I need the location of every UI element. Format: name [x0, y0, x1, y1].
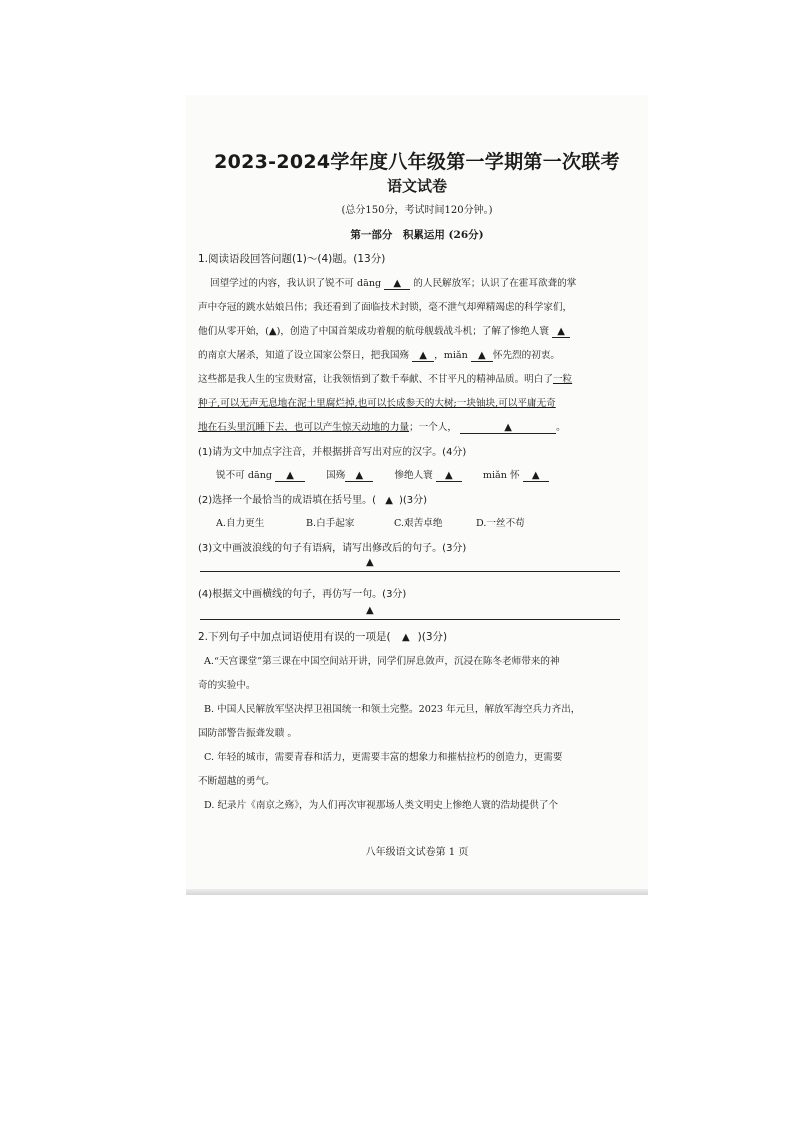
answer-mark: ▲ — [366, 605, 374, 616]
score-note: (总分150分，考试时间120分钟。) — [341, 205, 493, 216]
answer-blank[interactable]: ▲ — [275, 471, 305, 482]
q1-sub2-stem: (2)选择一个最恰当的成语填在括号里。( ▲ )(3分) — [198, 495, 428, 506]
answer-blank[interactable]: ▲ — [345, 471, 373, 482]
option-a[interactable]: A.自力更生 — [216, 518, 265, 529]
option-b[interactable]: B.白手起家 — [306, 518, 355, 529]
q1-sub1-items: 锐不可 dāng ▲ 国殇 ▲ 惨绝人寰 ▲ miǎn 怀 ▲ — [216, 467, 549, 482]
passage-line-3: 他们从零开始，(▲)，创造了中国首架成功着舰的航母舰载战斗机；了解了惨绝人寰 ▲ — [198, 323, 570, 338]
passage-line-7: 地在石头里沉睡下去，也可以产生惊天动地的力量；一个人， ▲ 。 — [198, 422, 566, 433]
passage-line-5: 这些都是我人生的宝贵财富，让我领悟到了数千奉献、不甘平凡的精神品质。明白了一粒 — [198, 374, 573, 385]
exam-title: 2023-2024学年度八年级第一学期第一次联考 — [214, 151, 620, 173]
answer-line-3[interactable] — [200, 571, 620, 572]
option-d[interactable]: D.一丝不苟 — [476, 518, 525, 529]
exam-subtitle: 语文试卷 — [386, 177, 447, 195]
answer-mark: ▲ — [366, 557, 374, 568]
q2-option-a-line2: 奇的实验中。 — [198, 680, 256, 691]
answer-blank[interactable]: ▲ — [523, 471, 549, 482]
answer-line-4[interactable] — [200, 619, 620, 620]
part-heading: 第一部分 积累运用 (26分) — [350, 229, 484, 241]
option-c[interactable]: C.艰苦卓绝 — [394, 518, 443, 529]
passage-line-6: 种子,可以无声无息地在泥土里腐烂掉,也可以长成参天的大树;一块铀块,可以平庸无奇 — [198, 398, 556, 409]
answer-blank[interactable]: ▲ — [436, 471, 462, 482]
passage-line-1: 回望学过的内容，我认识了锐不可 dāng ▲ 的人民解放军；认识了在霍耳欲聋的掌 — [210, 278, 577, 289]
q2-option-c-line1[interactable]: C. 年轻的城市，需要青春和活力，更需要丰富的想象力和摧枯拉朽的创造力，更需要 — [204, 752, 563, 763]
q2-option-b-line1[interactable]: B. 中国人民解放军坚决捍卫祖国统一和领土完整。2023 年元旦，解放军海空兵力齐出， — [204, 704, 581, 715]
passage-line-4: 的南京大屠杀，知道了设立国家公祭日，把我国殇 ▲ ，miǎn ▲ 怀先烈的初衷。 — [198, 350, 561, 361]
q2-option-c-line2: 不断超越的勇气。 — [198, 776, 275, 787]
q1-sub2-options — [216, 515, 525, 529]
q1-sub3-stem: (3)文中画波浪线的句子有语病，请写出修改后的句子。(3分) — [198, 543, 467, 554]
q1-sub1-stem: (1)请为文中加点字注音，并根据拼音写出对应的汉字。(4分) — [198, 447, 467, 458]
passage-line-2: 声中夺冠的跳水姑娘吕伟；我还看到了面临技术封锁，毫不泄气却殚精竭虑的科学家们， — [198, 302, 573, 313]
sheet-bottom-edge — [186, 889, 648, 895]
q1-stem: 1.阅读语段回答问题(1)～(4)题。(13分) — [198, 253, 386, 265]
q2-option-a-line1[interactable]: A.“天宫课堂”第三课在中国空间站开讲，同学们屏息敛声，沉浸在陈冬老师带来的神 — [204, 656, 560, 667]
page-footer: 八年级语文试卷第 1 页 — [365, 847, 469, 858]
q1-sub4-stem: (4)根据文中画横线的句子，再仿写一句。(3分) — [198, 589, 407, 600]
q2-stem: 2.下列句子中加点词语使用有误的一项是( ▲ )(3分) — [198, 631, 448, 643]
q2-option-b-line2: 国防部警告振聋发聩 。 — [198, 728, 297, 739]
q2-option-d-line1[interactable]: D. 纪录片《南京之殇》，为人们再次审视那场人类文明史上惨绝人寰的浩劫提供了个 — [204, 800, 559, 811]
exam-sheet — [186, 95, 648, 895]
